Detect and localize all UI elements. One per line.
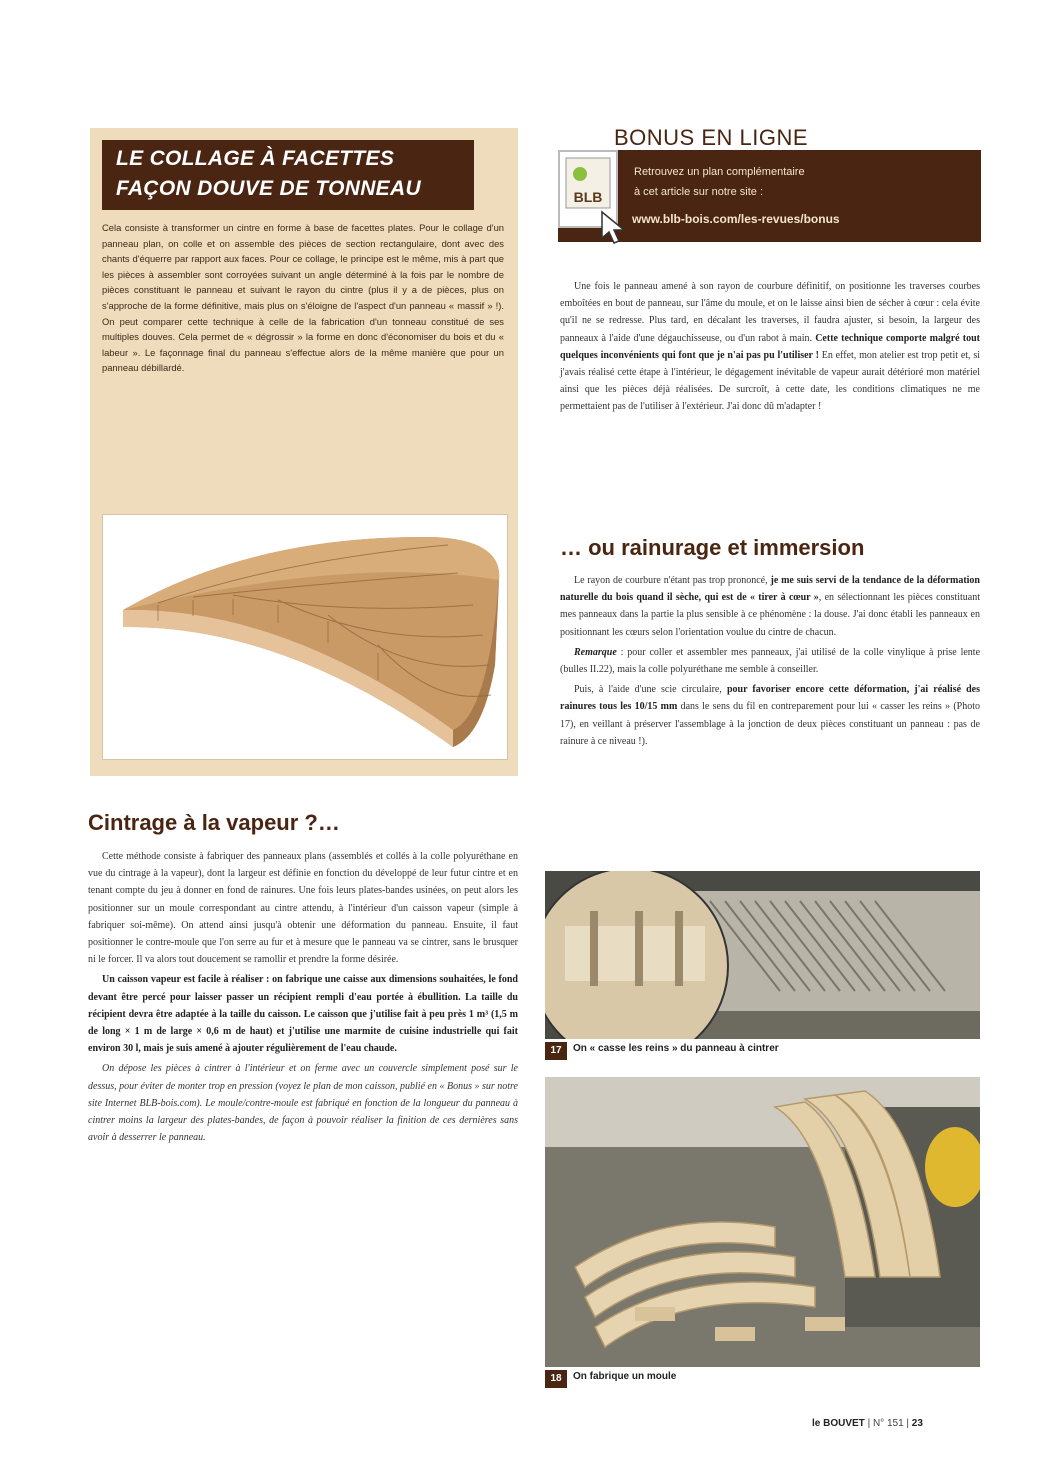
right-para1: Une fois le panneau amené à son rayon de courbure définitif, on positionne les traverses courbes emboîtées en bout de panneau, sur l'âme du moule, et on le laisse ainsi bien de sécher à cœur : cela évite qu'il ne se redresse. Plus tard, en décalant les traverses, il faudra ajuster, si besoin, la largeur des panneaux à l'aide d'une dégauchisseuse, ou d'un rabot à main.: [560, 281, 980, 344]
right-para2-start: Le rayon de courbure n'étant pas trop prononcé,: [574, 575, 768, 586]
remarque-label: Remarque: [574, 646, 617, 658]
right-para2-end: , en sélectionnant les pièces constituant mes panneaux dans la partie la plus sensible à ce phénomène : la douse. J'ai donc établi les panneaux en positionnant les cœurs selon l'orientation voulue du cintre de chacun.: [560, 592, 980, 638]
curved-panel-illustration: [102, 514, 508, 760]
sidebar-body-text: Cela consiste à transformer un cintre en forme à base de facettes plates. Pour le collage d'un panneau plan, on colle et on assemble des pièces de section rectangulaire, dont avec des chants d'équerre par rapport aux faces. Pour ce collage, le principe est le même, mis à part que les pièces à assembler sont corroyées suivant un angle déterminé à la fois par le nombre de pièces constituant le panneau et suivant le rayon du cintre (plus il y a de pièces, plus on s'approche de la forme définitive, mais plus on s'éloigne de l'aspect d'un panneau « massif » !). On peut comparer cette technique à celle de la fabrication d'un tonneau constitué de ses multiples douves. Cela permet de « dégrossir » la forme en donc d'économiser du bois et du « labeur ». Le façonnage final du panneau s'effectue alors de la même manière que pour un panneau débillardé.: [102, 222, 504, 374]
photo-17-caption: [545, 1040, 980, 1062]
right-para1-end: En effet, mon atelier est trop petit et, si j'avais réalisé cette étape à l'intérieur, le dégagement inévitable de vapeur aurait détérioré mon matériel ainsi que les pièces déjà réalisées. De surcroît, à cette date, les conditions climatiques ne me permettaient pas de l'utiliser à l'extérieur. J'ai donc dû m'adapter !: [560, 349, 980, 413]
right-para2-bold: je me suis servi de la tendance de la déformation naturelle du bois quand il sèche, qui est de « tirer à cœur »: [560, 575, 980, 604]
photo-18-caption-text: On fabrique un moule: [573, 1371, 677, 1382]
bonus-line1: Retrouvez un plan complémentaire: [634, 166, 805, 178]
footer-issue: | N° 151 |: [867, 1418, 910, 1429]
sidebar-title-line2: FAÇON DOUVE DE TONNEAU: [116, 177, 421, 200]
photo-18-caption: [545, 1368, 980, 1390]
footer-page-number: 23: [911, 1418, 923, 1429]
photo-17-number: 17: [545, 1042, 567, 1060]
photo-grooved-panel: [545, 871, 980, 1039]
right-para4-start: Puis, à l'aide d'une scie circulaire,: [574, 684, 722, 696]
right-column-body: [560, 572, 980, 753]
right-para4-end: dans le sens du fil en contreparement pour lui « casser les reins » (Photo 17), en veillant à préserver l'assemblage à la jonction de deux pièces constituant un panneau : pas de rainure à ce niveau !).: [560, 701, 980, 747]
left-para2-bold: Un caisson vapeur est facile à réaliser : on fabrique une caisse aux dimensions souhaitées, le fond devant être percé pour laisser passer un récipient rempli d'eau portée à ébullition. La taille du récipient devra être adaptée à la taille du caisson. Le caisson que j'utilise fait à peu près 1 m³ (1,5 m de long × 1 m de large × 0,6 m de haut) et j'utilise une marmite de cuisine industrielle qui fait environ 30 l, mais je suis amené à ajouter régulièrement de l'eau chaude.: [88, 974, 518, 1055]
footer-magazine: le BOUVET: [812, 1418, 865, 1429]
bonus-line2: à cet article sur notre site :: [634, 186, 763, 198]
photo-18-number: 18: [545, 1370, 567, 1388]
bonus-url-link[interactable]: www.blb-bois.com/les-revues/bonus: [632, 212, 840, 226]
section-heading-vapeur: Cintrage à la vapeur ?…: [88, 810, 340, 835]
bonus-text: [634, 162, 974, 202]
bonus-heading: BONUS EN LIGNE: [614, 125, 809, 150]
sidebar-title: [102, 140, 474, 210]
left-para3: On dépose les pièces à cintrer à l'intérieur et on ferme avec un couvercle simplement posé sur le dessus, pour éviter de monter trop en pression (voyez le plan de mon caisson, publié en « Bonus » sur notre site Internet BLB-bois.com). Le moule/contre-moule est fabriqué en fonction de la longueur du panneau à cintrer moins la largeur des plates-bandes, de façon à pouvoir réaliser la finition de ces dernières sans avoir à desserrer le panneau.: [88, 1063, 518, 1144]
sidebar-title-line1: LE COLLAGE À FACETTES: [116, 147, 395, 170]
right-para3: : pour coller et assembler mes panneaux, j'ai utilisé de la colle vinylique à prise lente (bulles II.22), mais la colle polyuréthane me semble à conseiller.: [560, 646, 981, 676]
right-para4-bold: pour favoriser encore cette déformation, j'ai réalisé des rainures tous les 10/15 mm: [560, 684, 981, 713]
blb-logo-text: BLB: [573, 189, 603, 205]
curved-panel-drawing: [103, 515, 507, 759]
right-para1-bold: Cette technique comporte malgré tout quelques inconvénients qui font que je n'ai pas pu l'utiliser !: [560, 332, 980, 361]
sidebar-box: [90, 128, 518, 776]
left-column-body: [88, 848, 518, 1149]
section-heading-rainurage: … ou rainurage et immersion: [560, 535, 865, 560]
page-footer: [812, 1418, 923, 1429]
bonus-box: [558, 150, 981, 242]
photo-mould: [545, 1077, 980, 1367]
photo-17-caption-text: On « casse les reins » du panneau à cintrer: [573, 1043, 779, 1054]
left-para1: Cette méthode consiste à fabriquer des panneaux plans (assemblés et collés à la colle polyuréthane en vue du cintrage à la vapeur), dont la largeur est définie en fonction du développé de leur futur cintre et en tenant compte du jeu à donner en fond de rainures. Une fois leurs plates-bandes usinées, on peut alors les positionner sur un moule correspondant au cintre attendu, à l'intérieur d'un caisson vapeur (simple à fabriquer soi-même). On attend ainsi jusqu'à obtenir une déformation du panneau. Ensuite, il faut positionner le contre-moule que l'on serre au fur et à mesure que le panneau va se cintrer, sans le brusquer ni le forcer. Il va alors tout doucement se ramollir et prendre la forme désirée.: [88, 851, 518, 966]
cursor-arrow-icon: [598, 210, 632, 246]
right-column-intro: [560, 278, 980, 419]
